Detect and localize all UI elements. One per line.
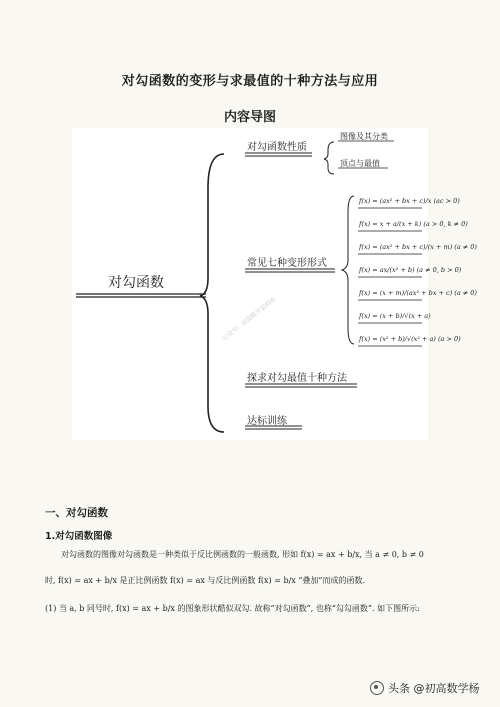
brace-forms [342,196,354,344]
footer-credit [370,680,480,696]
paragraph-1-line-2: 时, f(x) = ax + b/x 是正比例函数 f(x) = ax 与反比例函数 f(x) = b/x “叠加”而成的函数. [45,576,366,585]
section-heading: 一、对勾函数 [45,507,108,519]
branch-ten-methods: 探求对勾最值十种方法 [247,373,347,384]
mindmap-root-label: 对勾函数 [108,275,164,291]
paragraph-2-line-1: (1) 当 a, b 同号时, f(x) = ax + b/x 的图象形状酷似双勾. 故称“对勾函数”, 也称“勾勾函数”. 如下图所示: [45,604,420,613]
branch-seven-forms: 常见七种变形形式 [247,258,327,269]
formula-1: f(x) = (ax² + bx + c)/x (ac > 0) [359,197,460,205]
formula-6: f(x) = (x + b)/√(x + a) [359,312,431,320]
sub-heading: 1.对勾函数图像 [45,531,113,542]
footer-text: 头条 @初高数学杨 [388,682,480,695]
document-subtitle: 内容导图 [223,110,276,125]
account-icon [370,681,384,695]
brace-properties [324,142,334,174]
formula-4: f(x) = ax/(x² + b) (a ≠ 0, b > 0) [359,266,462,274]
formula-2: f(x) = x + a/(x + k) (a > 0, k ≠ 0) [359,220,468,228]
document-title: 对勾函数的变形与求最值的十种方法与应用 [121,74,379,89]
mind-map [72,128,477,440]
leaf-vertex-extremum: 顶点与最值 [340,159,380,168]
paragraph-1-line-1: 对勾函数的图像对勾函数是一种类似于反比例函数的一般函数, 形如 f(x) = ax + b/x, 当 a ≠ 0, b ≠ 0 [61,550,424,559]
watermark-text: 公众号：初高数学资料库 [221,295,278,343]
root-brace [200,154,224,432]
formula-5: f(x) = (x + m)/(ax² + bx + c) (a ≠ 0) [359,289,477,297]
formula-3: f(x) = (ax² + bx + c)/(x + m) (a ≠ 0) [359,243,477,251]
leaf-graph-classification: 图像及其分类 [340,132,388,141]
formula-7: f(x) = (x² + b)/√(x² + a) (a > 0) [359,335,461,343]
branch-properties: 对勾函数性质 [247,142,307,153]
branch-training: 达标训练 [247,416,287,427]
